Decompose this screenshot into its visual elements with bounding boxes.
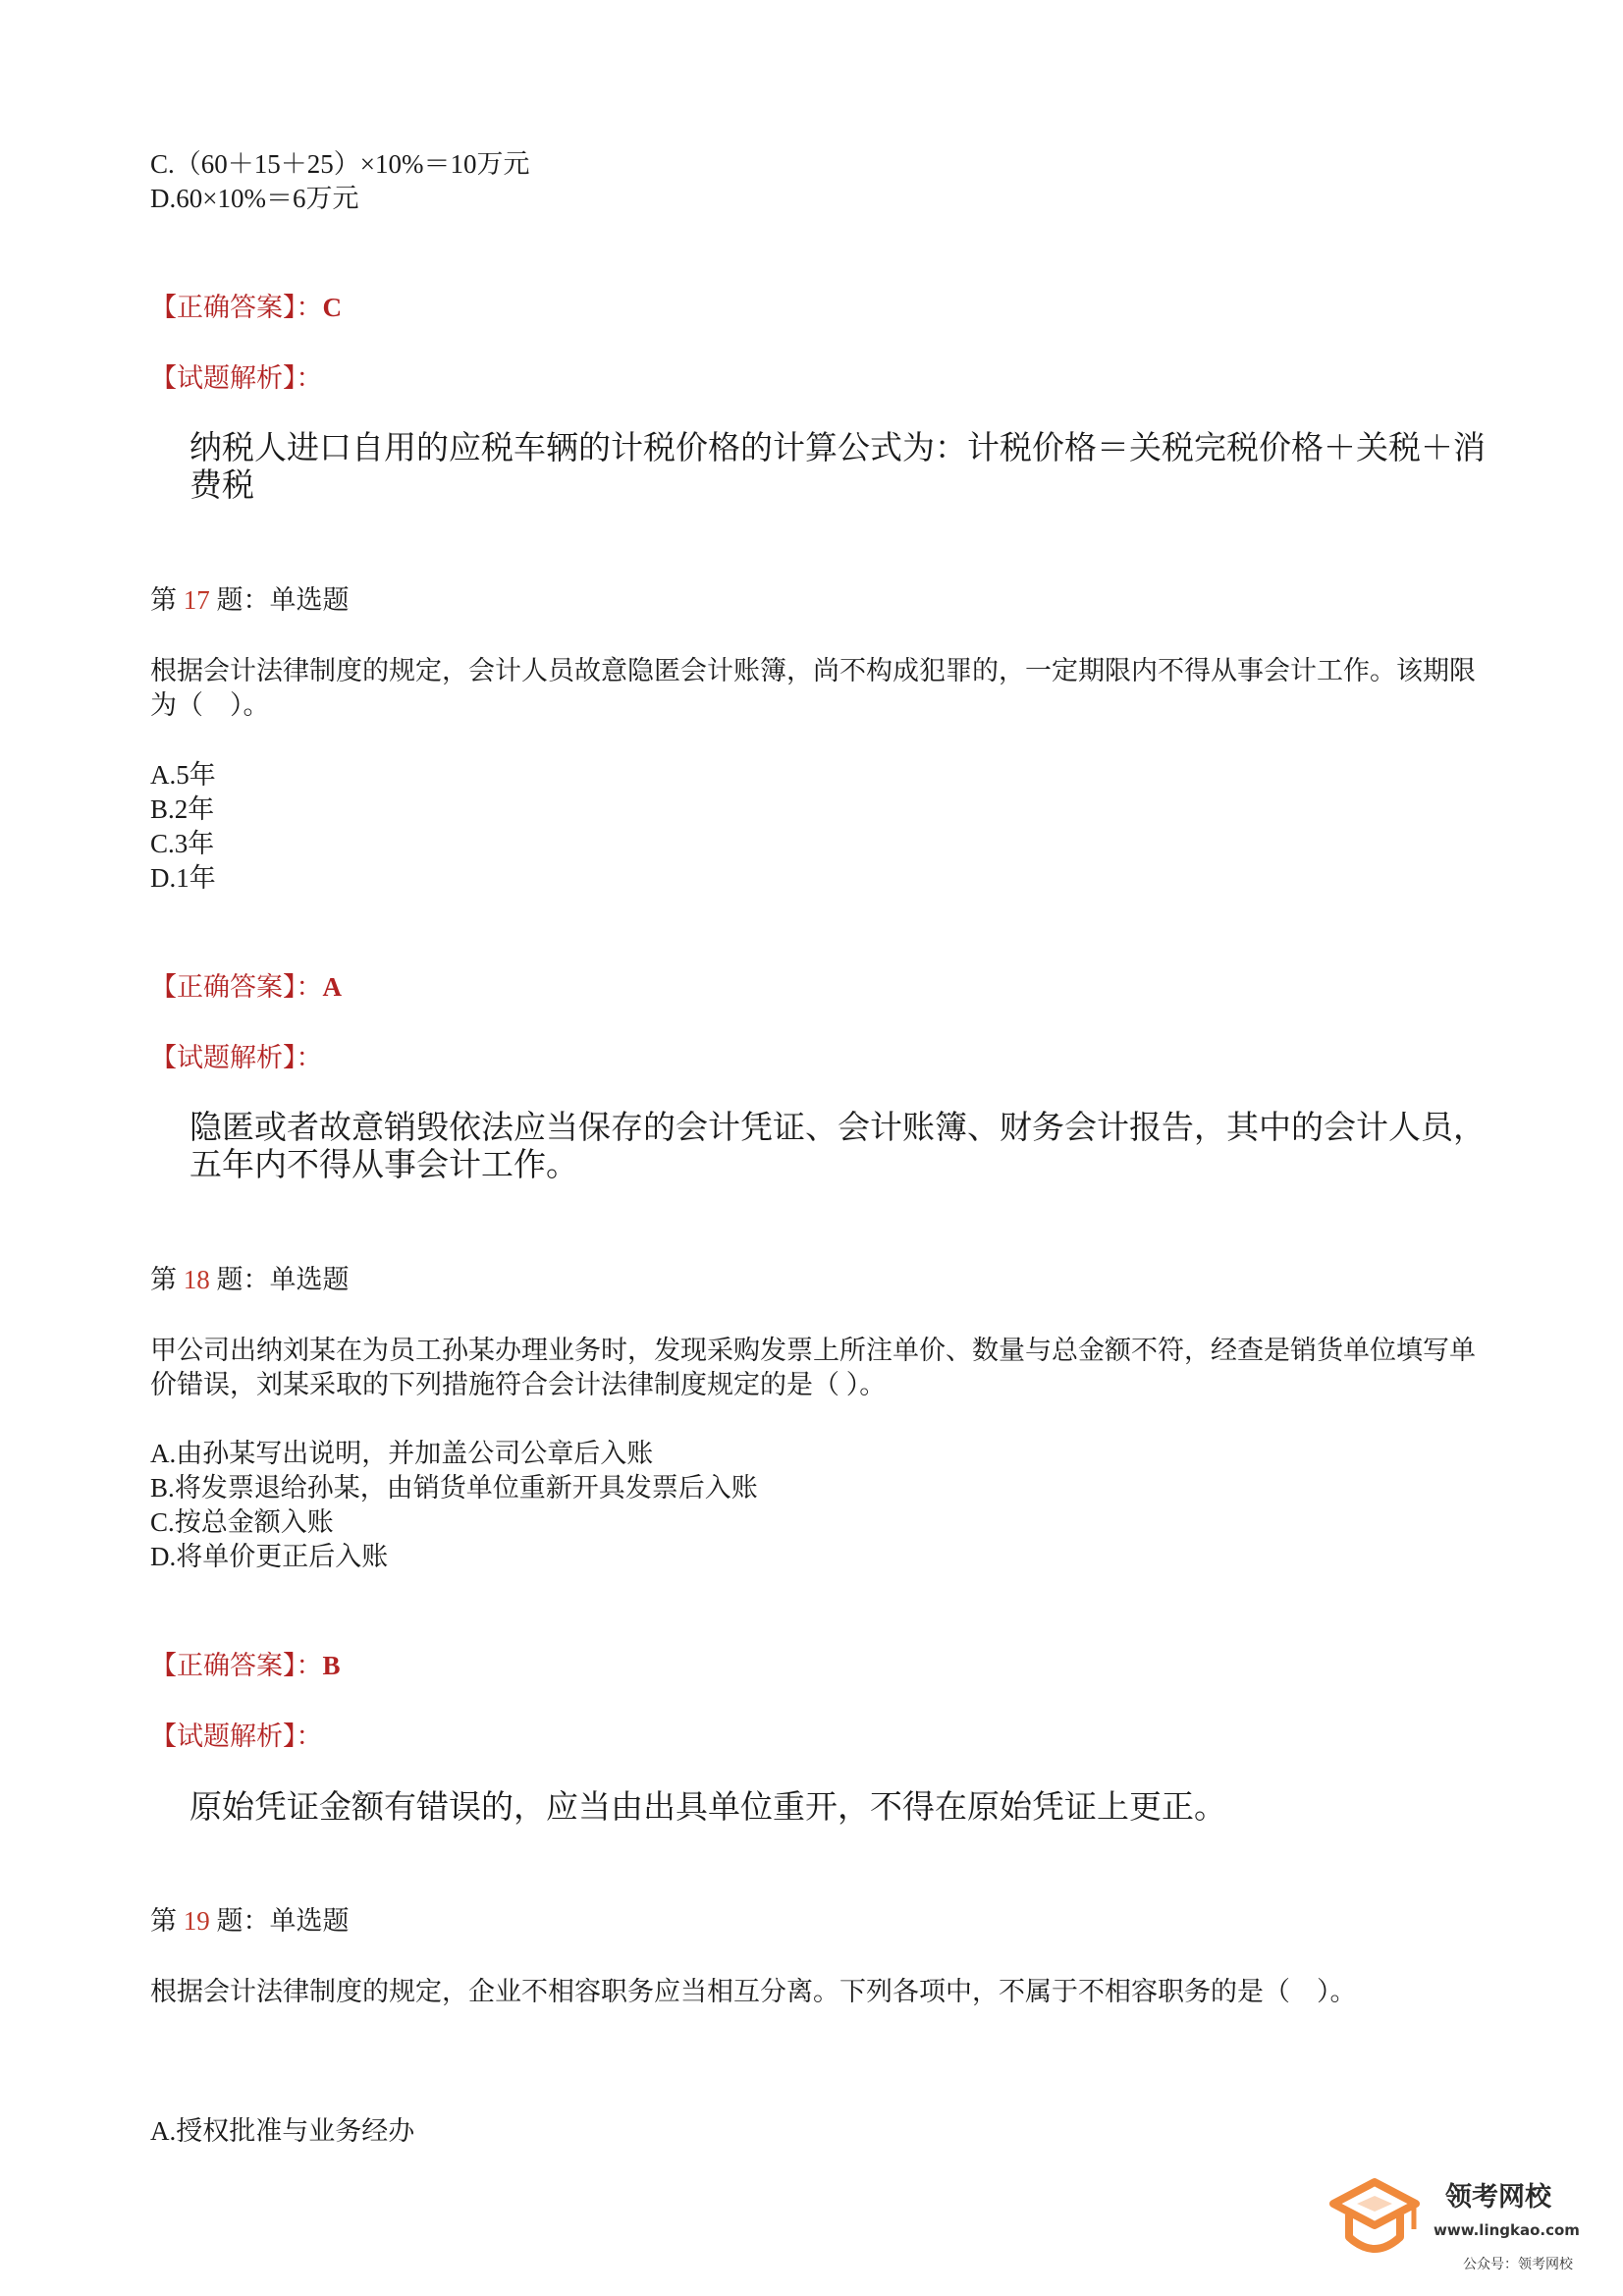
q16-option-d: D.60×10%＝6万元 bbox=[150, 184, 359, 213]
q17-stem: 根据会计法律制度的规定，会计人员故意隐匿会计账簿，尚不构成犯罪的，一定期限内不得从事会计工作。该期限为（ ）。 bbox=[150, 656, 1476, 720]
q18-option-c: C.按总金额入账 bbox=[150, 1507, 334, 1537]
q17-option-d: D.1年 bbox=[150, 863, 216, 893]
q17-heading bbox=[150, 583, 350, 618]
q-suffix: 题：单选题 bbox=[216, 1265, 350, 1294]
q-suffix: 题：单选题 bbox=[216, 1906, 350, 1936]
lingkao-logo bbox=[1325, 2165, 1591, 2283]
q18-stem: 甲公司出纳刘某在为员工孙某办理业务时，发现采购发票上所注单价、数量与总金额不符，经查是销货单位填写单价错误，刘某采取的下列措施符合会计法律制度规定的是（ ）。 bbox=[150, 1336, 1476, 1399]
q-number: 18 bbox=[183, 1265, 210, 1294]
logo-wechat: 公众号：领考网校 bbox=[1463, 2257, 1573, 2272]
answer-label: 【正确答案】： bbox=[150, 972, 323, 1002]
answer-label: 【正确答案】： bbox=[150, 1651, 323, 1680]
q18-answer bbox=[150, 1649, 341, 1683]
answer-value: C bbox=[322, 293, 342, 322]
q18-option-d: D.将单价更正后入账 bbox=[150, 1542, 389, 1571]
q19-option-a: A.授权批准与业务经办 bbox=[150, 2116, 415, 2146]
q16-answer bbox=[150, 291, 342, 325]
q-number: 19 bbox=[183, 1906, 210, 1936]
q17-analysis-text: 隐匿或者故意销毁依法应当保存的会计凭证、会计账簿、财务会计报告，其中的会计人员，五年内不得从事会计工作。 bbox=[189, 1111, 1486, 1183]
q-prefix: 第 bbox=[150, 1906, 177, 1936]
q17-answer bbox=[150, 970, 342, 1005]
q-prefix: 第 bbox=[150, 1265, 177, 1294]
q16-option-c: C.（60＋15＋25）×10%＝10万元 bbox=[150, 149, 530, 179]
q18-heading bbox=[150, 1263, 350, 1297]
q19-heading bbox=[150, 1904, 350, 1939]
logo-name: 领考网校 bbox=[1445, 2182, 1551, 2213]
graduation-cap-icon bbox=[1325, 2170, 1424, 2269]
q17-option-b: B.2年 bbox=[150, 794, 215, 824]
q17-analysis-label: 【试题解析】： bbox=[150, 1043, 323, 1072]
q18-analysis-text: 原始凭证金额有错误的，应当由出具单位重开，不得在原始凭证上更正。 bbox=[189, 1790, 1226, 1826]
q19-stem: 根据会计法律制度的规定，企业不相容职务应当相互分离。下列各项中，不属于不相容职务的是（ ）。 bbox=[150, 1977, 1357, 2006]
q-number: 17 bbox=[183, 585, 210, 615]
q18-analysis-label: 【试题解析】： bbox=[150, 1722, 323, 1751]
q16-analysis-label: 【试题解析】： bbox=[150, 363, 323, 393]
q18-option-a: A.由孙某写出说明，并加盖公司公章后入账 bbox=[150, 1439, 654, 1468]
q18-option-b: B.将发票退给孙某，由销货单位重新开具发票后入账 bbox=[150, 1473, 758, 1503]
q-prefix: 第 bbox=[150, 585, 177, 615]
q16-analysis-text: 纳税人进口自用的应税车辆的计税价格的计算公式为：计税价格＝关税完税价格＋关税＋消费税 bbox=[189, 431, 1486, 504]
answer-label: 【正确答案】： bbox=[150, 293, 323, 322]
answer-value: A bbox=[322, 972, 342, 1002]
q-suffix: 题：单选题 bbox=[216, 585, 350, 615]
logo-url: www.lingkao.com bbox=[1434, 2221, 1580, 2239]
answer-value: B bbox=[322, 1651, 341, 1680]
q17-option-a: A.5年 bbox=[150, 760, 216, 790]
q17-option-c: C.3年 bbox=[150, 829, 215, 858]
